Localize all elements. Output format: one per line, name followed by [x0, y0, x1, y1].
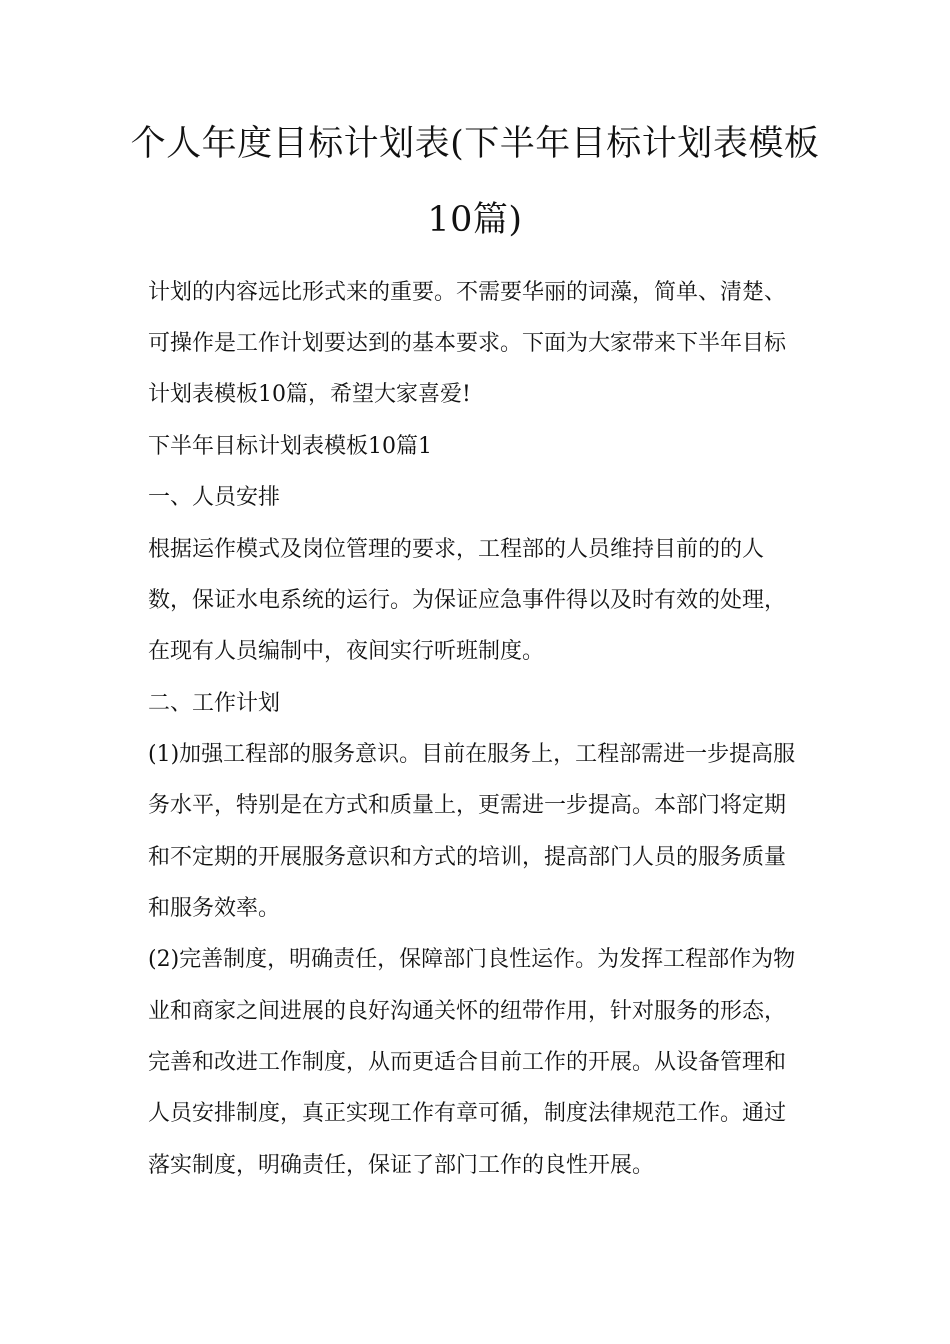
section-heading: 下半年目标计划表模板10篇1	[148, 434, 432, 459]
body-paragraph-line: 根据运作模式及岗位管理的要求，工程部的人员维持目前的的人	[148, 537, 765, 562]
body-paragraph-line: 完善和改进工作制度，从而更适合目前工作的开展。从设备管理和	[148, 1050, 787, 1075]
body-paragraph-line: 人员安排制度，真正实现工作有章可循，制度法律规范工作。通过	[148, 1101, 787, 1126]
body-paragraph-line: 业和商家之间进展的良好沟通关怀的纽带作用，针对服务的形态，	[148, 999, 787, 1024]
intro-paragraph-line: 计划表模板10篇，希望大家喜爱!	[148, 382, 471, 407]
body-paragraph-line: 数，保证水电系统的运行。为保证应急事件得以及时有效的处理，	[148, 588, 787, 613]
body-paragraph-line: 和不定期的开展服务意识和方式的培训，提高部门人员的服务质量	[148, 845, 787, 870]
body-paragraph-line: (2)完善制度，明确责任，保障部门良性运作。为发挥工程部作为物	[148, 947, 796, 972]
subsection-heading: 一、人员安排	[148, 485, 281, 510]
subsection-heading: 二、工作计划	[148, 691, 281, 716]
intro-paragraph-line: 计划的内容远比形式来的重要。不需要华丽的词藻，简单、清楚、	[148, 280, 787, 305]
document-title-line-2: 10篇)	[427, 200, 523, 240]
document-title-line-1: 个人年度目标计划表(下半年目标计划表模板	[130, 124, 820, 164]
body-paragraph-line: (1)加强工程部的服务意识。目前在服务上，工程部需进一步提高服	[148, 742, 796, 767]
body-paragraph-line: 落实制度，明确责任，保证了部门工作的良性开展。	[148, 1153, 655, 1178]
intro-paragraph-line: 可操作是工作计划要达到的基本要求。下面为大家带来下半年目标	[148, 331, 787, 356]
body-paragraph-line: 务水平，特别是在方式和质量上，更需进一步提高。本部门将定期	[148, 793, 787, 818]
body-paragraph-line: 和服务效率。	[148, 896, 281, 921]
body-paragraph-line: 在现有人员编制中，夜间实行听班制度。	[148, 639, 545, 664]
